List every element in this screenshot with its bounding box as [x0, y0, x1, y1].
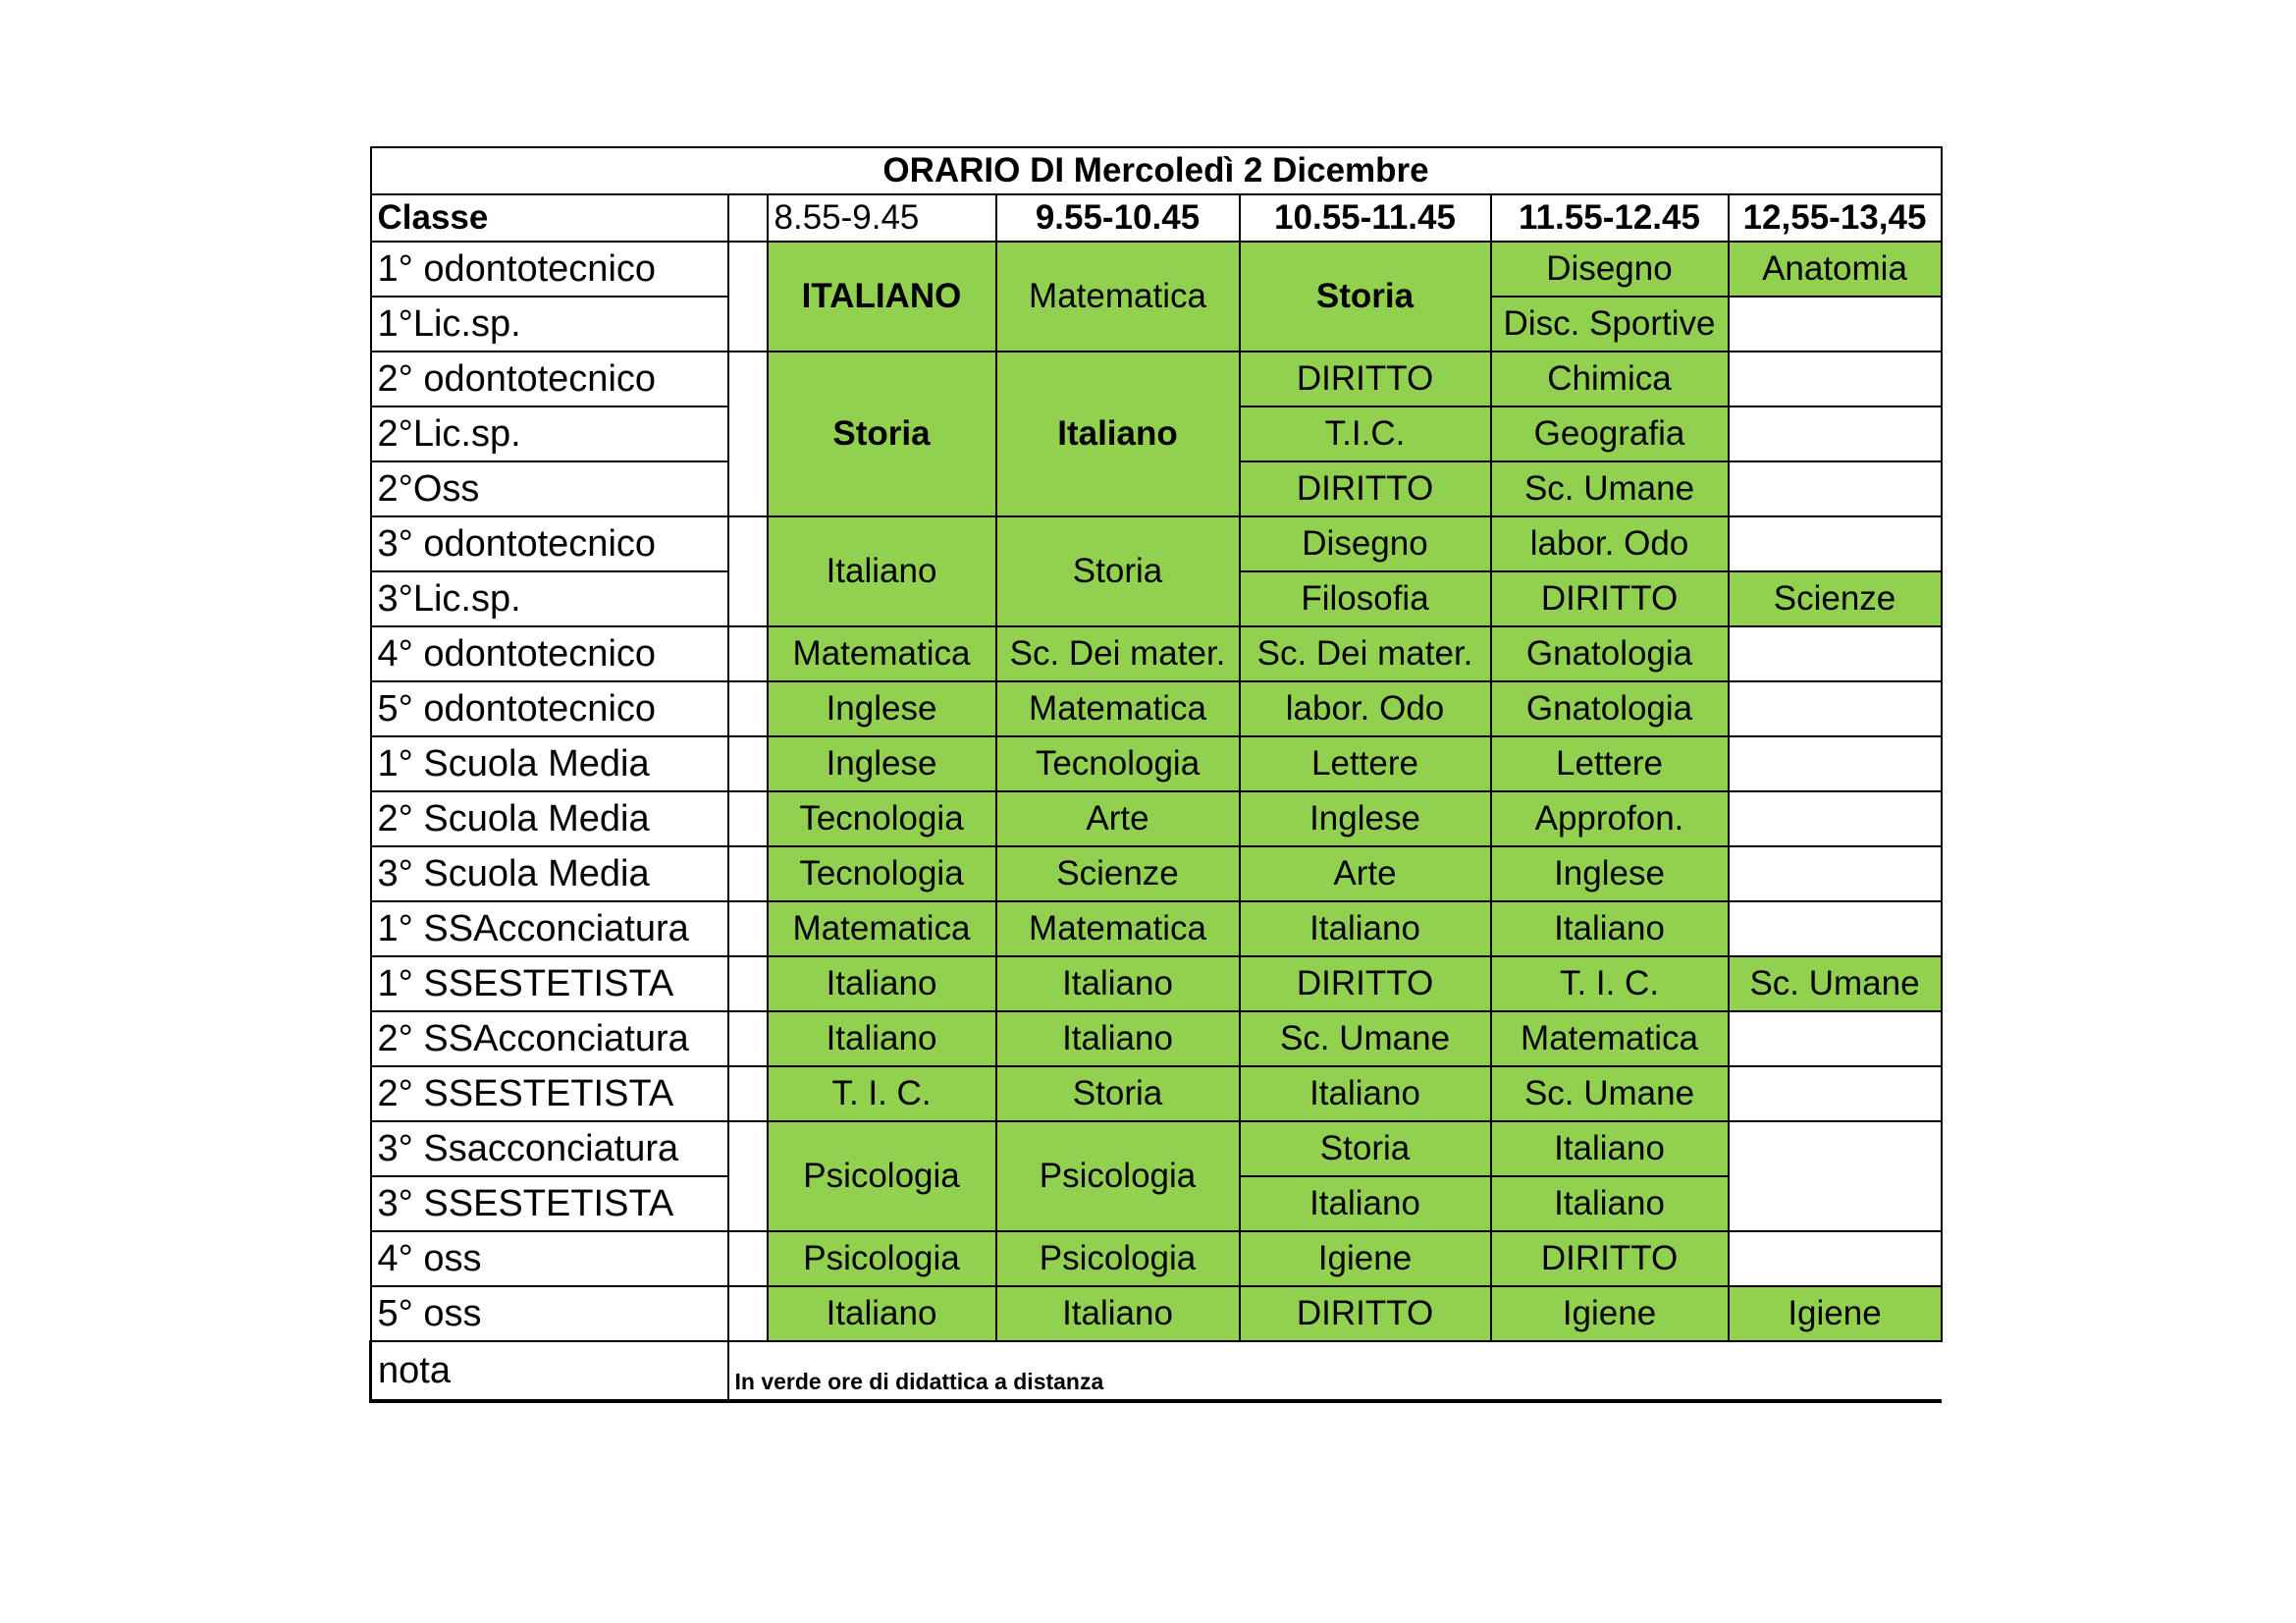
lesson-cell: Storia: [768, 352, 996, 516]
header-row: [371, 194, 1942, 242]
table-row: [371, 1011, 1942, 1066]
lesson-cell: Italiano: [768, 1286, 996, 1341]
lesson-cell: DIRITTO: [1491, 571, 1729, 626]
class-name: 1° Scuola Media: [371, 736, 728, 791]
lesson-cell: DIRITTO: [1240, 352, 1491, 406]
lesson-cell: Lettere: [1240, 736, 1491, 791]
lesson-cell: Inglese: [768, 681, 996, 736]
empty-cell: [1729, 406, 1942, 461]
lesson-cell: Igiene: [1491, 1286, 1729, 1341]
schedule-table: [369, 146, 1943, 1403]
lesson-cell: Sc. Umane: [1729, 956, 1942, 1011]
time-header-4: 11.55-12.45: [1491, 194, 1729, 242]
lesson-cell: labor. Odo: [1491, 516, 1729, 571]
class-name: 4° odontotecnico: [371, 626, 728, 681]
time-header-2: 9.55-10.45: [996, 194, 1240, 242]
lesson-cell: Sc. Umane: [1491, 461, 1729, 516]
empty-cell: [1729, 626, 1942, 681]
spacer-cell: [728, 1066, 768, 1121]
lesson-cell: Sc. Umane: [1491, 1066, 1729, 1121]
lesson-cell: Matematica: [996, 681, 1240, 736]
lesson-cell: Matematica: [996, 901, 1240, 956]
empty-cell: [1729, 736, 1942, 791]
spacer-cell: [728, 1121, 768, 1231]
table-row: [371, 626, 1942, 681]
lesson-cell: Geografia: [1491, 406, 1729, 461]
lesson-cell: Italiano: [1491, 1176, 1729, 1231]
lesson-cell: Filosofia: [1240, 571, 1491, 626]
table-row: [371, 736, 1942, 791]
class-name: 2° SSAcconciatura: [371, 1011, 728, 1066]
lesson-cell: Chimica: [1491, 352, 1729, 406]
class-name: 2°Lic.sp.: [371, 406, 728, 461]
lesson-cell: Disegno: [1491, 242, 1729, 297]
spacer-cell: [728, 1011, 768, 1066]
class-name: 1°Lic.sp.: [371, 297, 728, 352]
class-name: 3° SSESTETISTA: [371, 1176, 728, 1231]
lesson-cell: T. I. C.: [768, 1066, 996, 1121]
class-name: 1° odontotecnico: [371, 242, 728, 297]
lesson-cell: Matematica: [996, 242, 1240, 352]
class-name: 4° oss: [371, 1231, 728, 1286]
lesson-cell: T. I. C.: [1491, 956, 1729, 1011]
spacer-cell: [728, 352, 768, 516]
empty-cell: [1729, 297, 1942, 352]
lesson-cell: Tecnologia: [768, 791, 996, 846]
table-row: [371, 901, 1942, 956]
lesson-cell: Scienze: [996, 846, 1240, 901]
class-name: 2° SSESTETISTA: [371, 1066, 728, 1121]
time-header-1: 8.55-9.45: [768, 194, 996, 242]
lesson-cell: Sc. Dei mater.: [1240, 626, 1491, 681]
class-name: 1° SSESTETISTA: [371, 956, 728, 1011]
lesson-cell: Italiano: [1240, 901, 1491, 956]
lesson-cell: Italiano: [768, 1011, 996, 1066]
spacer-cell: [728, 1286, 768, 1341]
lesson-cell: Inglese: [768, 736, 996, 791]
class-name: 3° odontotecnico: [371, 516, 728, 571]
empty-cell: [1729, 901, 1942, 956]
lesson-cell: Disegno: [1240, 516, 1491, 571]
spacer-cell: [728, 1231, 768, 1286]
lesson-cell: Disc. Sportive: [1491, 297, 1729, 352]
lesson-cell: Italiano: [768, 956, 996, 1011]
class-column-header: Classe: [371, 194, 728, 242]
lesson-cell: Igiene: [1729, 1286, 1942, 1341]
lesson-cell: Italiano: [768, 516, 996, 626]
lesson-cell: Psicologia: [996, 1121, 1240, 1231]
class-name: 3°Lic.sp.: [371, 571, 728, 626]
empty-cell: [1729, 1121, 1942, 1231]
class-name: 5° odontotecnico: [371, 681, 728, 736]
empty-cell: [1729, 352, 1942, 406]
empty-cell: [1729, 846, 1942, 901]
spacer-cell: [728, 901, 768, 956]
lesson-cell: ITALIANO: [768, 242, 996, 352]
note-text: In verde ore di didattica a distanza: [728, 1341, 1942, 1401]
table-row: [371, 791, 1942, 846]
lesson-cell: Italiano: [1491, 1121, 1729, 1176]
lesson-cell: Matematica: [768, 901, 996, 956]
lesson-cell: T.I.C.: [1240, 406, 1491, 461]
class-name: 5° oss: [371, 1286, 728, 1341]
lesson-cell: DIRITTO: [1240, 1286, 1491, 1341]
spacer-cell: [728, 626, 768, 681]
class-name: 3° Scuola Media: [371, 846, 728, 901]
empty-cell: [1729, 1011, 1942, 1066]
lesson-cell: Tecnologia: [996, 736, 1240, 791]
lesson-cell: labor. Odo: [1240, 681, 1491, 736]
table-row: [371, 1286, 1942, 1341]
spacer-cell: [728, 956, 768, 1011]
lesson-cell: Storia: [1240, 1121, 1491, 1176]
lesson-cell: DIRITTO: [1240, 461, 1491, 516]
lesson-cell: Scienze: [1729, 571, 1942, 626]
lesson-cell: Tecnologia: [768, 846, 996, 901]
table-row: [371, 956, 1942, 1011]
lesson-cell: Psicologia: [768, 1121, 996, 1231]
lesson-cell: Italiano: [1240, 1176, 1491, 1231]
time-header-5: 12,55-13,45: [1729, 194, 1942, 242]
lesson-cell: Approfon.: [1491, 791, 1729, 846]
lesson-cell: Italiano: [996, 956, 1240, 1011]
lesson-cell: Storia: [1240, 242, 1491, 352]
empty-cell: [1729, 1231, 1942, 1286]
empty-cell: [1729, 681, 1942, 736]
spacer-cell: [728, 681, 768, 736]
lesson-cell: Matematica: [768, 626, 996, 681]
lesson-cell: DIRITTO: [1240, 956, 1491, 1011]
lesson-cell: Igiene: [1240, 1231, 1491, 1286]
lesson-cell: Italiano: [1240, 1066, 1491, 1121]
lesson-cell: Inglese: [1240, 791, 1491, 846]
table-row: [371, 1231, 1942, 1286]
lesson-cell: Sc. Dei mater.: [996, 626, 1240, 681]
lesson-cell: Inglese: [1491, 846, 1729, 901]
empty-cell: [1729, 1066, 1942, 1121]
spacer-cell: [728, 846, 768, 901]
note-label: nota: [371, 1341, 728, 1401]
lesson-cell: Psicologia: [996, 1231, 1240, 1286]
lesson-cell: Lettere: [1491, 736, 1729, 791]
table-row: [371, 516, 1942, 571]
table-row: [371, 242, 1942, 297]
spacer-cell: [728, 194, 768, 242]
lesson-cell: Anatomia: [1729, 242, 1942, 297]
lesson-cell: Sc. Umane: [1240, 1011, 1491, 1066]
lesson-cell: Gnatologia: [1491, 626, 1729, 681]
lesson-cell: DIRITTO: [1491, 1231, 1729, 1286]
class-name: 2° Scuola Media: [371, 791, 728, 846]
table-row: [371, 846, 1942, 901]
lesson-cell: Italiano: [996, 1011, 1240, 1066]
schedule-title: ORARIO DI Mercoledì 2 Dicembre: [371, 147, 1942, 194]
spacer-cell: [728, 242, 768, 352]
lesson-cell: Italiano: [996, 352, 1240, 516]
class-name: 2°Oss: [371, 461, 728, 516]
lesson-cell: Arte: [1240, 846, 1491, 901]
class-name: 1° SSAcconciatura: [371, 901, 728, 956]
class-name: 3° Ssacconciatura: [371, 1121, 728, 1176]
lesson-cell: Psicologia: [768, 1231, 996, 1286]
title-row: [371, 147, 1942, 194]
time-header-3: 10.55-11.45: [1240, 194, 1491, 242]
lesson-cell: Storia: [996, 516, 1240, 626]
empty-cell: [1729, 791, 1942, 846]
lesson-cell: Matematica: [1491, 1011, 1729, 1066]
note-row: [371, 1341, 1942, 1401]
empty-cell: [1729, 461, 1942, 516]
lesson-cell: Gnatologia: [1491, 681, 1729, 736]
lesson-cell: Italiano: [1491, 901, 1729, 956]
table-row: [371, 352, 1942, 406]
spacer-cell: [728, 791, 768, 846]
table-row: [371, 1121, 1942, 1176]
empty-cell: [1729, 516, 1942, 571]
spacer-cell: [728, 736, 768, 791]
table-row: [371, 681, 1942, 736]
lesson-cell: Italiano: [996, 1286, 1240, 1341]
class-name: 2° odontotecnico: [371, 352, 728, 406]
spacer-cell: [728, 516, 768, 626]
table-row: [371, 1066, 1942, 1121]
lesson-cell: Storia: [996, 1066, 1240, 1121]
lesson-cell: Arte: [996, 791, 1240, 846]
